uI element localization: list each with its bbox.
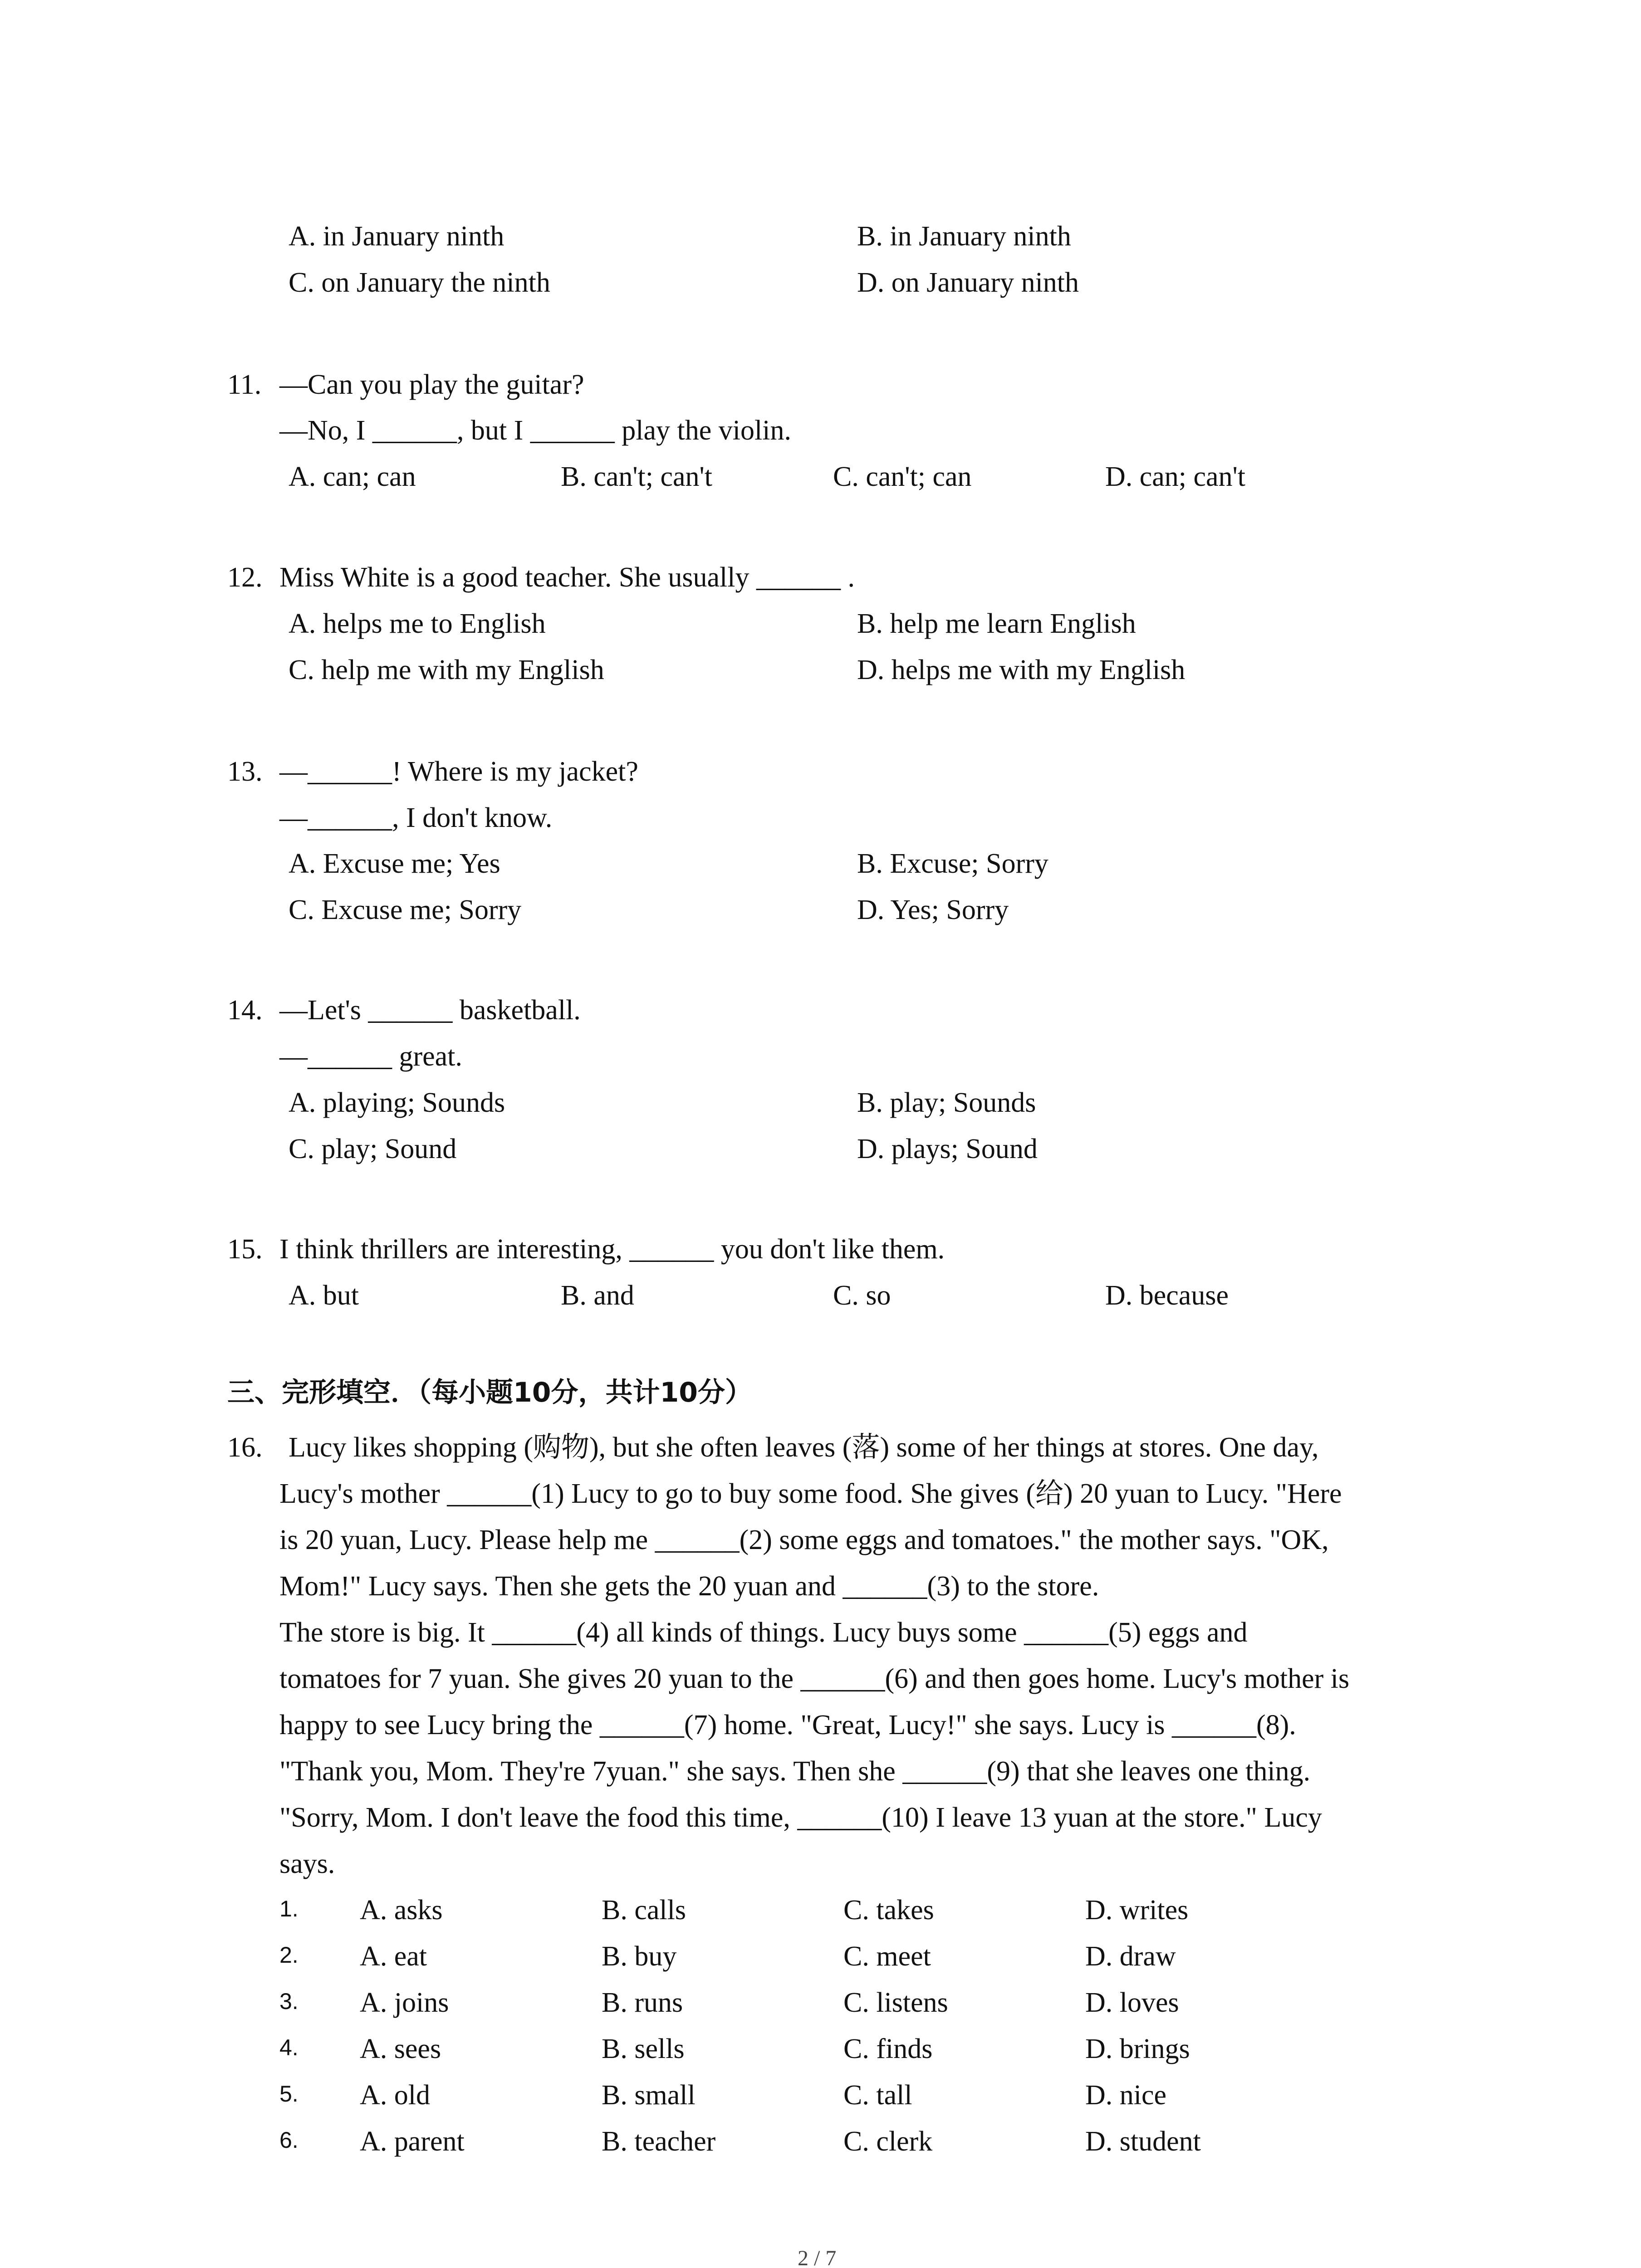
q16-item-2-option-d: D. draw	[1085, 1941, 1176, 1972]
q16-item-3-option-d: D. loves	[1085, 1987, 1179, 2018]
q13-option-c: C. Excuse me; Sorry	[289, 894, 522, 925]
q16-passage-line-1: Lucy likes shopping (购物), but she often leaves (落) some of her things at stores. One day,	[289, 1432, 1319, 1463]
q14-option-b: B. play; Sounds	[857, 1087, 1036, 1118]
q16-item-5-option-c: C. tall	[843, 2080, 912, 2111]
q16-passage-line-2: Lucy's mother ______(1) Lucy to go to buy some food. She gives (给) 20 yuan to Lucy. "Here	[279, 1478, 1342, 1509]
q15-option-c: C. so	[833, 1280, 891, 1311]
q10-option-b: B. in January ninth	[857, 221, 1071, 252]
q15-option-a: A. but	[289, 1280, 359, 1311]
q16-item-2-option-b: B. buy	[602, 1941, 677, 1972]
q15-number: 15.	[227, 1234, 263, 1265]
q16-item-4-option-d: D. brings	[1085, 2033, 1190, 2064]
q16-item-4-option-b: B. sells	[602, 2033, 685, 2064]
q11-option-a: A. can; can	[289, 461, 416, 492]
q13-line-1: —______! Where is my jacket?	[279, 756, 638, 787]
q16-item-6-number: 6.	[279, 2127, 299, 2153]
q16-item-1-option-b: B. calls	[602, 1895, 686, 1926]
q16-item-5-option-d: D. nice	[1085, 2080, 1167, 2111]
page-number: 2 / 7	[798, 2246, 837, 2268]
q16-item-5-option-a: A. old	[360, 2080, 430, 2111]
q16-item-3-option-a: A. joins	[360, 1987, 449, 2018]
q16-item-3-option-c: C. listens	[843, 1987, 948, 2018]
q16-passage-line-9: "Sorry, Mom. I don't leave the food this time, ______(10) I leave 13 yuan at the store." Lucy	[279, 1802, 1322, 1833]
q10-option-d: D. on January ninth	[857, 267, 1079, 298]
q12-option-c: C. help me with my English	[289, 655, 604, 685]
q16-item-6-option-c: C. clerk	[843, 2126, 933, 2157]
q10-option-c: C. on January the ninth	[289, 267, 550, 298]
q11-option-b: B. can't; can't	[561, 461, 712, 492]
q16-number: 16.	[227, 1432, 263, 1463]
q16-passage-line-6: tomatoes for 7 yuan. She gives 20 yuan to the ______(6) and then goes home. Lucy's mother is	[279, 1663, 1350, 1694]
q11-option-d: D. can; can't	[1105, 461, 1245, 492]
q11-line-1: —Can you play the guitar?	[279, 369, 584, 400]
q15-line-1: I think thrillers are interesting, ______ you don't like them.	[279, 1234, 945, 1265]
q16-item-1-option-d: D. writes	[1085, 1895, 1189, 1926]
q16-item-6-option-b: B. teacher	[602, 2126, 716, 2157]
q15-option-b: B. and	[561, 1280, 634, 1311]
q16-item-6-option-d: D. student	[1085, 2126, 1201, 2157]
q16-item-1-number: 1.	[279, 1896, 299, 1921]
q12-option-a: A. helps me to English	[289, 608, 546, 639]
q14-number: 14.	[227, 995, 263, 1026]
q12-option-b: B. help me learn English	[857, 608, 1136, 639]
q16-item-2-option-a: A. eat	[360, 1941, 427, 1972]
q12-line-1: Miss White is a good teacher. She usually ______ .	[279, 562, 855, 593]
q16-item-4-option-c: C. finds	[843, 2033, 933, 2064]
q16-passage-line-5: The store is big. It ______(4) all kinds of things. Lucy buys some ______(5) eggs and	[279, 1617, 1248, 1648]
q16-item-1-option-c: C. takes	[843, 1895, 934, 1926]
q11-number: 11.	[227, 369, 262, 400]
q14-line-2: —______ great.	[279, 1041, 462, 1072]
q16-item-5-number: 5.	[279, 2081, 299, 2107]
q16-item-1-option-a: A. asks	[360, 1895, 443, 1926]
q13-option-b: B. Excuse; Sorry	[857, 848, 1048, 879]
q16-item-4-number: 4.	[279, 2035, 299, 2060]
q15-option-d: D. because	[1105, 1280, 1229, 1311]
q14-option-d: D. plays; Sound	[857, 1134, 1038, 1164]
q16-passage-line-10: says.	[279, 1848, 335, 1879]
q16-item-4-option-a: A. sees	[360, 2033, 441, 2064]
q14-line-1: —Let's ______ basketball.	[279, 995, 581, 1026]
q16-item-6-option-a: A. parent	[360, 2126, 465, 2157]
q16-passage-line-3: is 20 yuan, Lucy. Please help me ______(2) some eggs and tomatoes." the mother says. "OK,	[279, 1525, 1329, 1555]
q16-passage-line-7: happy to see Lucy bring the ______(7) home. "Great, Lucy!" she says. Lucy is ______(8).	[279, 1710, 1296, 1740]
q12-option-d: D. helps me with my English	[857, 655, 1185, 685]
q16-item-3-number: 3.	[279, 1989, 299, 2014]
q12-number: 12.	[227, 562, 263, 593]
q10-option-a: A. in January ninth	[289, 221, 505, 252]
q16-passage-line-8: "Thank you, Mom. They're 7yuan." she says. Then she ______(9) that she leaves one thing.	[279, 1756, 1311, 1787]
q16-item-2-option-c: C. meet	[843, 1941, 931, 1972]
q16-item-2-number: 2.	[279, 1942, 299, 1968]
q14-option-c: C. play; Sound	[289, 1134, 457, 1164]
section-3-heading: 三、完形填空．（每小题10分，共计10分）	[227, 1377, 752, 1408]
q13-option-d: D. Yes; Sorry	[857, 894, 1009, 925]
q16-passage-line-4: Mom!" Lucy says. Then she gets the 20 yuan and ______(3) to the store.	[279, 1571, 1099, 1602]
q13-number: 13.	[227, 756, 263, 787]
q16-item-3-option-b: B. runs	[602, 1987, 683, 2018]
q14-option-a: A. playing; Sounds	[289, 1087, 505, 1118]
q13-line-2: —______, I don't know.	[279, 802, 553, 833]
q11-option-c: C. can't; can	[833, 461, 972, 492]
q11-line-2: —No, I ______, but I ______ play the violin.	[279, 415, 791, 446]
q13-option-a: A. Excuse me; Yes	[289, 848, 500, 879]
q16-item-5-option-b: B. small	[602, 2080, 696, 2111]
